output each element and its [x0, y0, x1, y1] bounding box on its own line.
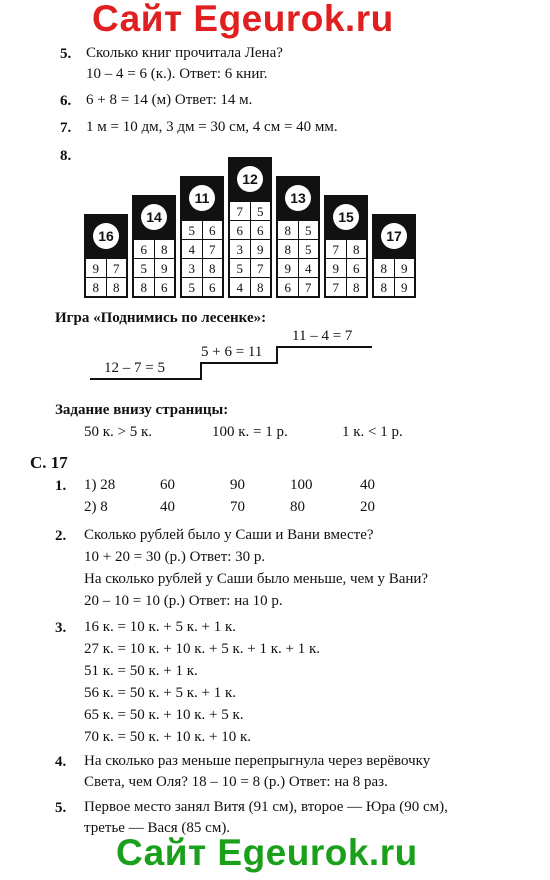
- ladder-expression-3: 11 – 4 = 7: [292, 328, 353, 344]
- s5-line-1: Первое место занял Витя (91 см), второе — Юра (90 см),: [84, 799, 448, 815]
- tower-cell: 7: [229, 202, 250, 221]
- s3-line-2: 27 к. = 10 к. + 10 к. + 5 к. + 1 к. + 1 к.: [84, 641, 321, 657]
- tower-cell: 6: [250, 221, 271, 240]
- tower-cap: [228, 157, 272, 201]
- tower-sum-label: 16: [93, 223, 119, 249]
- tower-sum-label: 17: [381, 223, 407, 249]
- tower-cell: 5: [250, 202, 271, 221]
- tower-cell: 8: [154, 240, 175, 259]
- tower-cell: 5: [133, 259, 154, 278]
- bottom-task-item-1: 50 к. > 5 к.: [84, 424, 153, 440]
- header-watermark: Сайт Egeurok.ru: [92, 0, 394, 39]
- s2-line-2: 10 + 20 = 30 (р.) Ответ: 30 р.: [84, 549, 266, 565]
- tower-cell: 4: [181, 240, 202, 259]
- tower-cell: 7: [325, 240, 346, 259]
- s17-problem-1-number: 1.: [55, 478, 67, 494]
- tower-cell: 5: [229, 259, 250, 278]
- s3-line-6: 70 к. = 50 к. + 10 к. + 10 к.: [84, 729, 252, 745]
- s1-r2-c5: 20: [360, 499, 375, 515]
- ladder-expression-1: 12 – 7 = 5: [104, 360, 165, 376]
- tower-cell: 8: [346, 240, 367, 259]
- s4-line-2: Света, чем Оля? 18 – 10 = 8 (р.) Ответ: на 8 раз.: [84, 774, 388, 790]
- tower-cells: [324, 239, 368, 298]
- tower-cell: 6: [202, 278, 223, 298]
- tower-cell: 8: [202, 259, 223, 278]
- tower-16: [84, 214, 128, 298]
- ladder-riser-2: [276, 346, 278, 364]
- ladder-expression-2: 5 + 6 = 11: [201, 344, 263, 360]
- tower-cell: 3: [181, 259, 202, 278]
- tower-cell: 6: [277, 278, 298, 298]
- tower-cells: [372, 258, 416, 298]
- s3-line-3: 51 к. = 50 к. + 1 к.: [84, 663, 198, 679]
- s17-problem-2-number: 2.: [55, 528, 67, 544]
- tower-sum-label: 15: [333, 204, 359, 230]
- tower-cap: [180, 176, 224, 220]
- tower-cells: [132, 239, 176, 298]
- tower-cell: 6: [229, 221, 250, 240]
- tower-cell: 5: [181, 221, 202, 240]
- game-title: Игра «Поднимись по лесенке»:: [55, 310, 267, 326]
- problem-6-answer: 6 + 8 = 14 (м) Ответ: 14 м.: [86, 92, 253, 108]
- tower-cell: 5: [298, 240, 319, 259]
- tower-cell: 8: [250, 278, 271, 298]
- s1-r2-c1: 2) 8: [84, 499, 108, 515]
- problem-5-answer: 10 – 4 = 6 (к.). Ответ: 6 книг.: [86, 66, 268, 82]
- problem-8-number: 8.: [60, 148, 72, 164]
- problem-5-question: Сколько книг прочитала Лена?: [86, 45, 283, 61]
- s1-r2-c3: 70: [230, 499, 245, 515]
- tower-cells: [276, 220, 320, 298]
- tower-cell: 4: [229, 278, 250, 298]
- s17-problem-5-number: 5.: [55, 800, 67, 816]
- s3-line-1: 16 к. = 10 к. + 5 к. + 1 к.: [84, 619, 237, 635]
- tower-cell: 6: [133, 240, 154, 259]
- tower-12: [228, 157, 272, 298]
- bottom-task-item-2: 100 к. = 1 р.: [212, 424, 288, 440]
- problem-6-number: 6.: [60, 93, 72, 109]
- ladder-step-3: [276, 346, 372, 348]
- s2-line-4: 20 – 10 = 10 (р.) Ответ: на 10 р.: [84, 593, 283, 609]
- tower-cell: 9: [85, 259, 106, 278]
- s2-line-1: Сколько рублей было у Саши и Вани вместе?: [84, 527, 374, 543]
- problem-7-number: 7.: [60, 120, 72, 136]
- tower-cell: 9: [250, 240, 271, 259]
- bottom-task-item-3: 1 к. < 1 р.: [342, 424, 403, 440]
- ladder-step-2: [200, 362, 278, 364]
- s2-line-3: На сколько рублей у Саши было меньше, чем у Вани?: [84, 571, 429, 587]
- problem-5-number: 5.: [60, 46, 72, 62]
- page-heading: С. 17: [30, 453, 68, 472]
- tower-cells: [84, 258, 128, 298]
- s1-r1-c2: 60: [160, 477, 175, 493]
- tower-cell: 8: [133, 278, 154, 298]
- tower-14: [132, 195, 176, 298]
- tower-cells: [180, 220, 224, 298]
- tower-cell: 7: [106, 259, 127, 278]
- footer-watermark: Сайт Egeurok.ru: [116, 832, 418, 873]
- problem-7-answer: 1 м = 10 дм, 3 дм = 30 см, 4 см = 40 мм.: [86, 119, 338, 135]
- tower-cell: 7: [250, 259, 271, 278]
- tower-cap: [324, 195, 368, 239]
- tower-cap: [372, 214, 416, 258]
- tower-cell: 9: [325, 259, 346, 278]
- bottom-task-title: Задание внизу страницы:: [55, 402, 229, 418]
- tower-sum-label: 12: [237, 166, 263, 192]
- tower-cell: 9: [394, 278, 415, 298]
- tower-cell: 9: [277, 259, 298, 278]
- tower-cap: [132, 195, 176, 239]
- tower-sum-label: 13: [285, 185, 311, 211]
- s3-line-5: 65 к. = 50 к. + 10 к. + 5 к.: [84, 707, 244, 723]
- tower-cell: 5: [181, 278, 202, 298]
- s1-r2-c4: 80: [290, 499, 305, 515]
- s17-problem-4-number: 4.: [55, 754, 67, 770]
- tower-cell: 9: [394, 259, 415, 278]
- tower-cell: 5: [298, 221, 319, 240]
- s1-r1-c3: 90: [230, 477, 245, 493]
- tower-cell: 9: [154, 259, 175, 278]
- tower-cell: 8: [106, 278, 127, 298]
- s1-r1-c4: 100: [290, 477, 313, 493]
- s1-r1-c5: 40: [360, 477, 375, 493]
- tower-cell: 6: [154, 278, 175, 298]
- s4-line-1: На сколько раз меньше перепрыгнула через верёвочку: [84, 753, 431, 769]
- s17-problem-3-number: 3.: [55, 620, 67, 636]
- tower-cell: 7: [325, 278, 346, 298]
- tower-cell: 7: [298, 278, 319, 298]
- tower-cells: [228, 201, 272, 298]
- tower-cell: 6: [202, 221, 223, 240]
- ladder-step-1: [90, 378, 202, 380]
- tower-15: [324, 195, 368, 298]
- s1-r2-c2: 40: [160, 499, 175, 515]
- s1-r1-c1: 1) 28: [84, 477, 116, 493]
- tower-cell: 3: [229, 240, 250, 259]
- s5-line-2: третье — Вася (85 см).: [84, 820, 231, 836]
- ladder-riser-1: [200, 362, 202, 380]
- tower-cell: 8: [373, 278, 394, 298]
- tower-13: [276, 176, 320, 298]
- tower-sum-label: 14: [141, 204, 167, 230]
- tower-cell: 8: [85, 278, 106, 298]
- tower-11: [180, 176, 224, 298]
- tower-cell: 4: [298, 259, 319, 278]
- tower-cell: 6: [346, 259, 367, 278]
- tower-cell: 7: [202, 240, 223, 259]
- tower-cell: 8: [277, 221, 298, 240]
- tower-sum-label: 11: [189, 185, 215, 211]
- tower-cap: [276, 176, 320, 220]
- tower-17: [372, 214, 416, 298]
- tower-cell: 8: [346, 278, 367, 298]
- s3-line-4: 56 к. = 50 к. + 5 к. + 1 к.: [84, 685, 237, 701]
- tower-cell: 8: [277, 240, 298, 259]
- tower-cap: [84, 214, 128, 258]
- tower-cell: 8: [373, 259, 394, 278]
